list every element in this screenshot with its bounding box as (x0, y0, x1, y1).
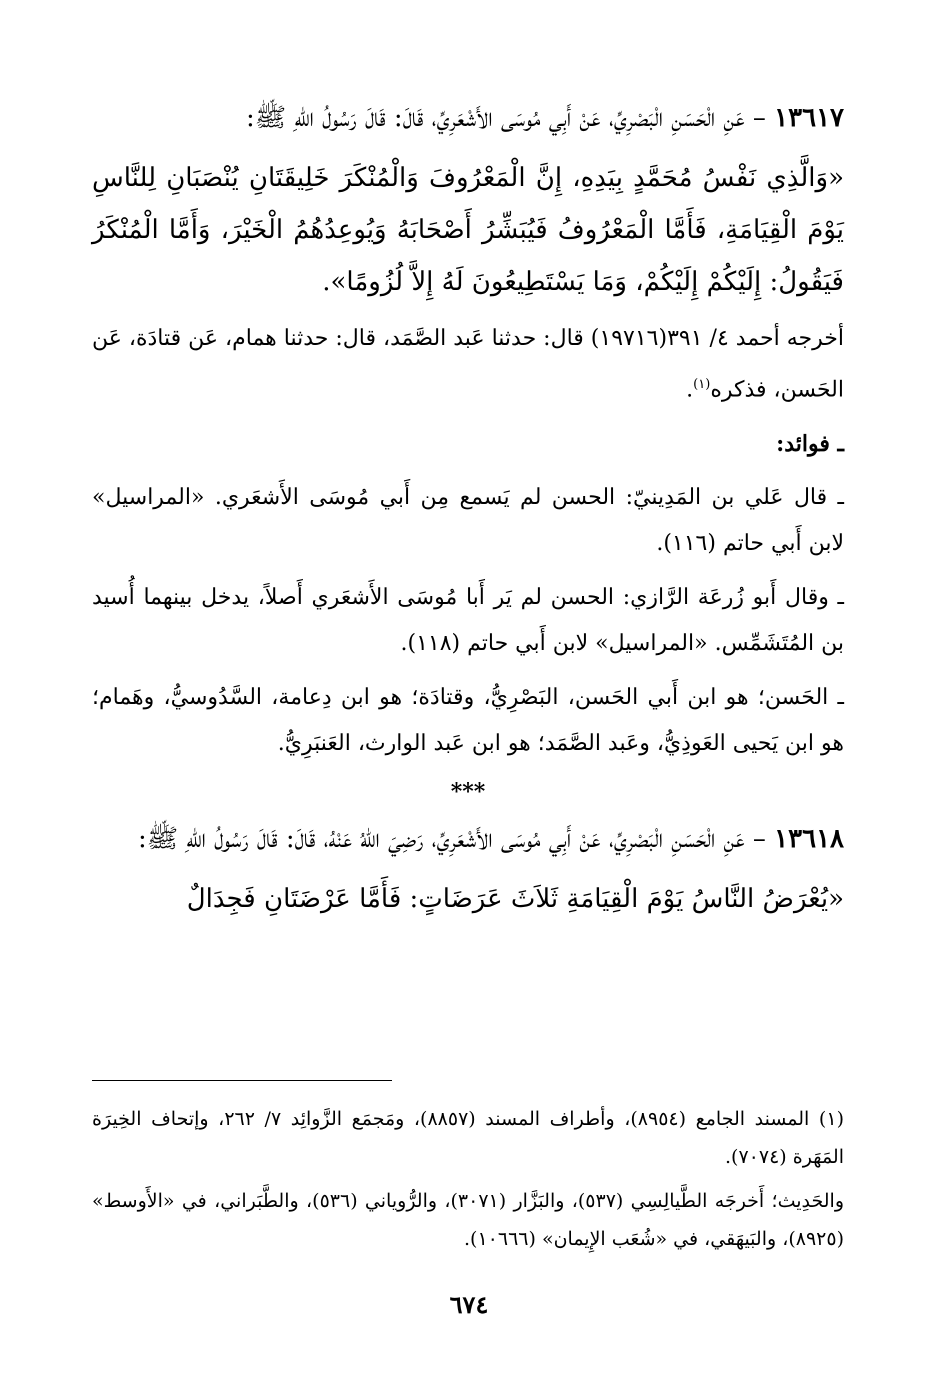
fawaid-item: ـ وقال أَبو زُرعَة الرَّازي: الحسن لم يَر أَبا مُوسَى الأَشعَري أَصلاً، يدخل بينهما أُسيد بن المُتَشَمِّس. «المراسيل» لابن أَبي حاتم (١١٨). (92, 585, 844, 657)
isnad-text: – عَنِ الْحَسَنِ الْبَصْرِيِّ، عَنْ أَبِي مُوسَى الأَشْعَرِيِّ، قَالَ: قَالَ رَسُولُ اللهِ ﷺ: (246, 103, 766, 133)
takhrij-end: . (686, 377, 694, 403)
page-body (92, 92, 844, 933)
hadith-13617-isnad (92, 92, 844, 144)
footnote-1: (١) المسند الجامع (٨٩٥٤)، وأطراف المسند (٨٨٥٧)، ومَجمَع الزَّوائِد ٧/ ٢٦٢، وإتحاف الخِيرَة المَهَرة (٧٠٧٤). (92, 1108, 844, 1168)
footnote-ref: (١) (693, 377, 711, 392)
hadith-13618-isnad (92, 813, 844, 865)
hadith-13617-matn: «وَالَّذِي نَفْسُ مُحَمَّدٍ بِيَدِهِ، إِنَّ الْمَعْرُوفَ وَالْمُنْكَرَ خَلِيقَتَانِ يُنْصَبَانِ لِلنَّاسِ يَوْمَ الْقِيَامَةِ، فَأَمَّا الْمَعْرُوفُ فَيُبَشِّرُ أَصْحَابَهُ وَيُوعِدُهُمُ الْخَيْرَ، وَأَمَّا الْمُنْكَرُ فَيَقُولُ: إِلَيْكُمْ إِلَيْكُمْ، وَمَا يَسْتَطِيعُونَ لَهُ إِلاَّ لُزُومًا». (92, 163, 844, 297)
takhrij-text: أخرجه أحمد ٤/ ٣٩١(١٩٧١٦) قال: حدثنا عَبد الصَّمَد، قال: حدثنا همام، عَن قتادَة، عَن الحَسن، فذكره (92, 326, 845, 403)
hadith-number: ١٣٦١٨ (774, 824, 844, 855)
takhrij (92, 316, 844, 413)
footnote-rule (92, 1080, 392, 1081)
fawaid-item: ـ قال عَلي بن المَدِينيّ: الحسن لم يَسمع مِن أَبي مُوسَى الأَشعَري. «المراسيل» لابن أَبي حاتم (١١٦). (92, 485, 844, 557)
page-number: ٦٧٤ (449, 1290, 489, 1319)
isnad-text: – عَنِ الْحَسَنِ الْبَصْرِيِّ، عَنْ أَبِي مُوسَى الأَشْعَرِيِّ، رَضِيَ اللهُ عَنْهُ، قَالَ: قَالَ رَسُولُ اللهِ ﷺ: (137, 824, 766, 855)
footnote-1-continued: والحَدِيث؛ أَخرجَه الطَّيالِسِي (٥٣٧)، والبَزَّار (٣٠٧١)، والرُّوياني (٥٣٦)، والطَّبَراني، في «الأَوسط» (٨٩٢٥)، والبَيهَقي، في «شُعَب الإِيمان» (١٠٦٦٦). (92, 1190, 844, 1250)
fawaid-heading: ـ فوائد: (776, 431, 844, 458)
section-separator: *** (450, 779, 486, 806)
footnotes (92, 1100, 844, 1264)
hadith-number: ١٣٦١٧ (774, 103, 844, 133)
hadith-13618-matn: «يُعْرَضُ النَّاسُ يَوْمَ الْقِيَامَةِ ثَلاَثَ عَرَضَاتٍ: فَأَمَّا عَرْضَتَانِ فَجِدَالٌ (186, 884, 844, 915)
fawaid-item: ـ الحَسن؛ هو ابن أَبي الحَسن، البَصْرِيُّ، وقتادَة؛ هو ابن دِعامة، السَّدُوسيُّ، وهَمام؛ هو ابن يَحيى العَوذِيُّ، وعَبد الصَّمَد؛ هو ابن عَبد الوارث، العَنبَرِيُّ. (92, 685, 844, 757)
